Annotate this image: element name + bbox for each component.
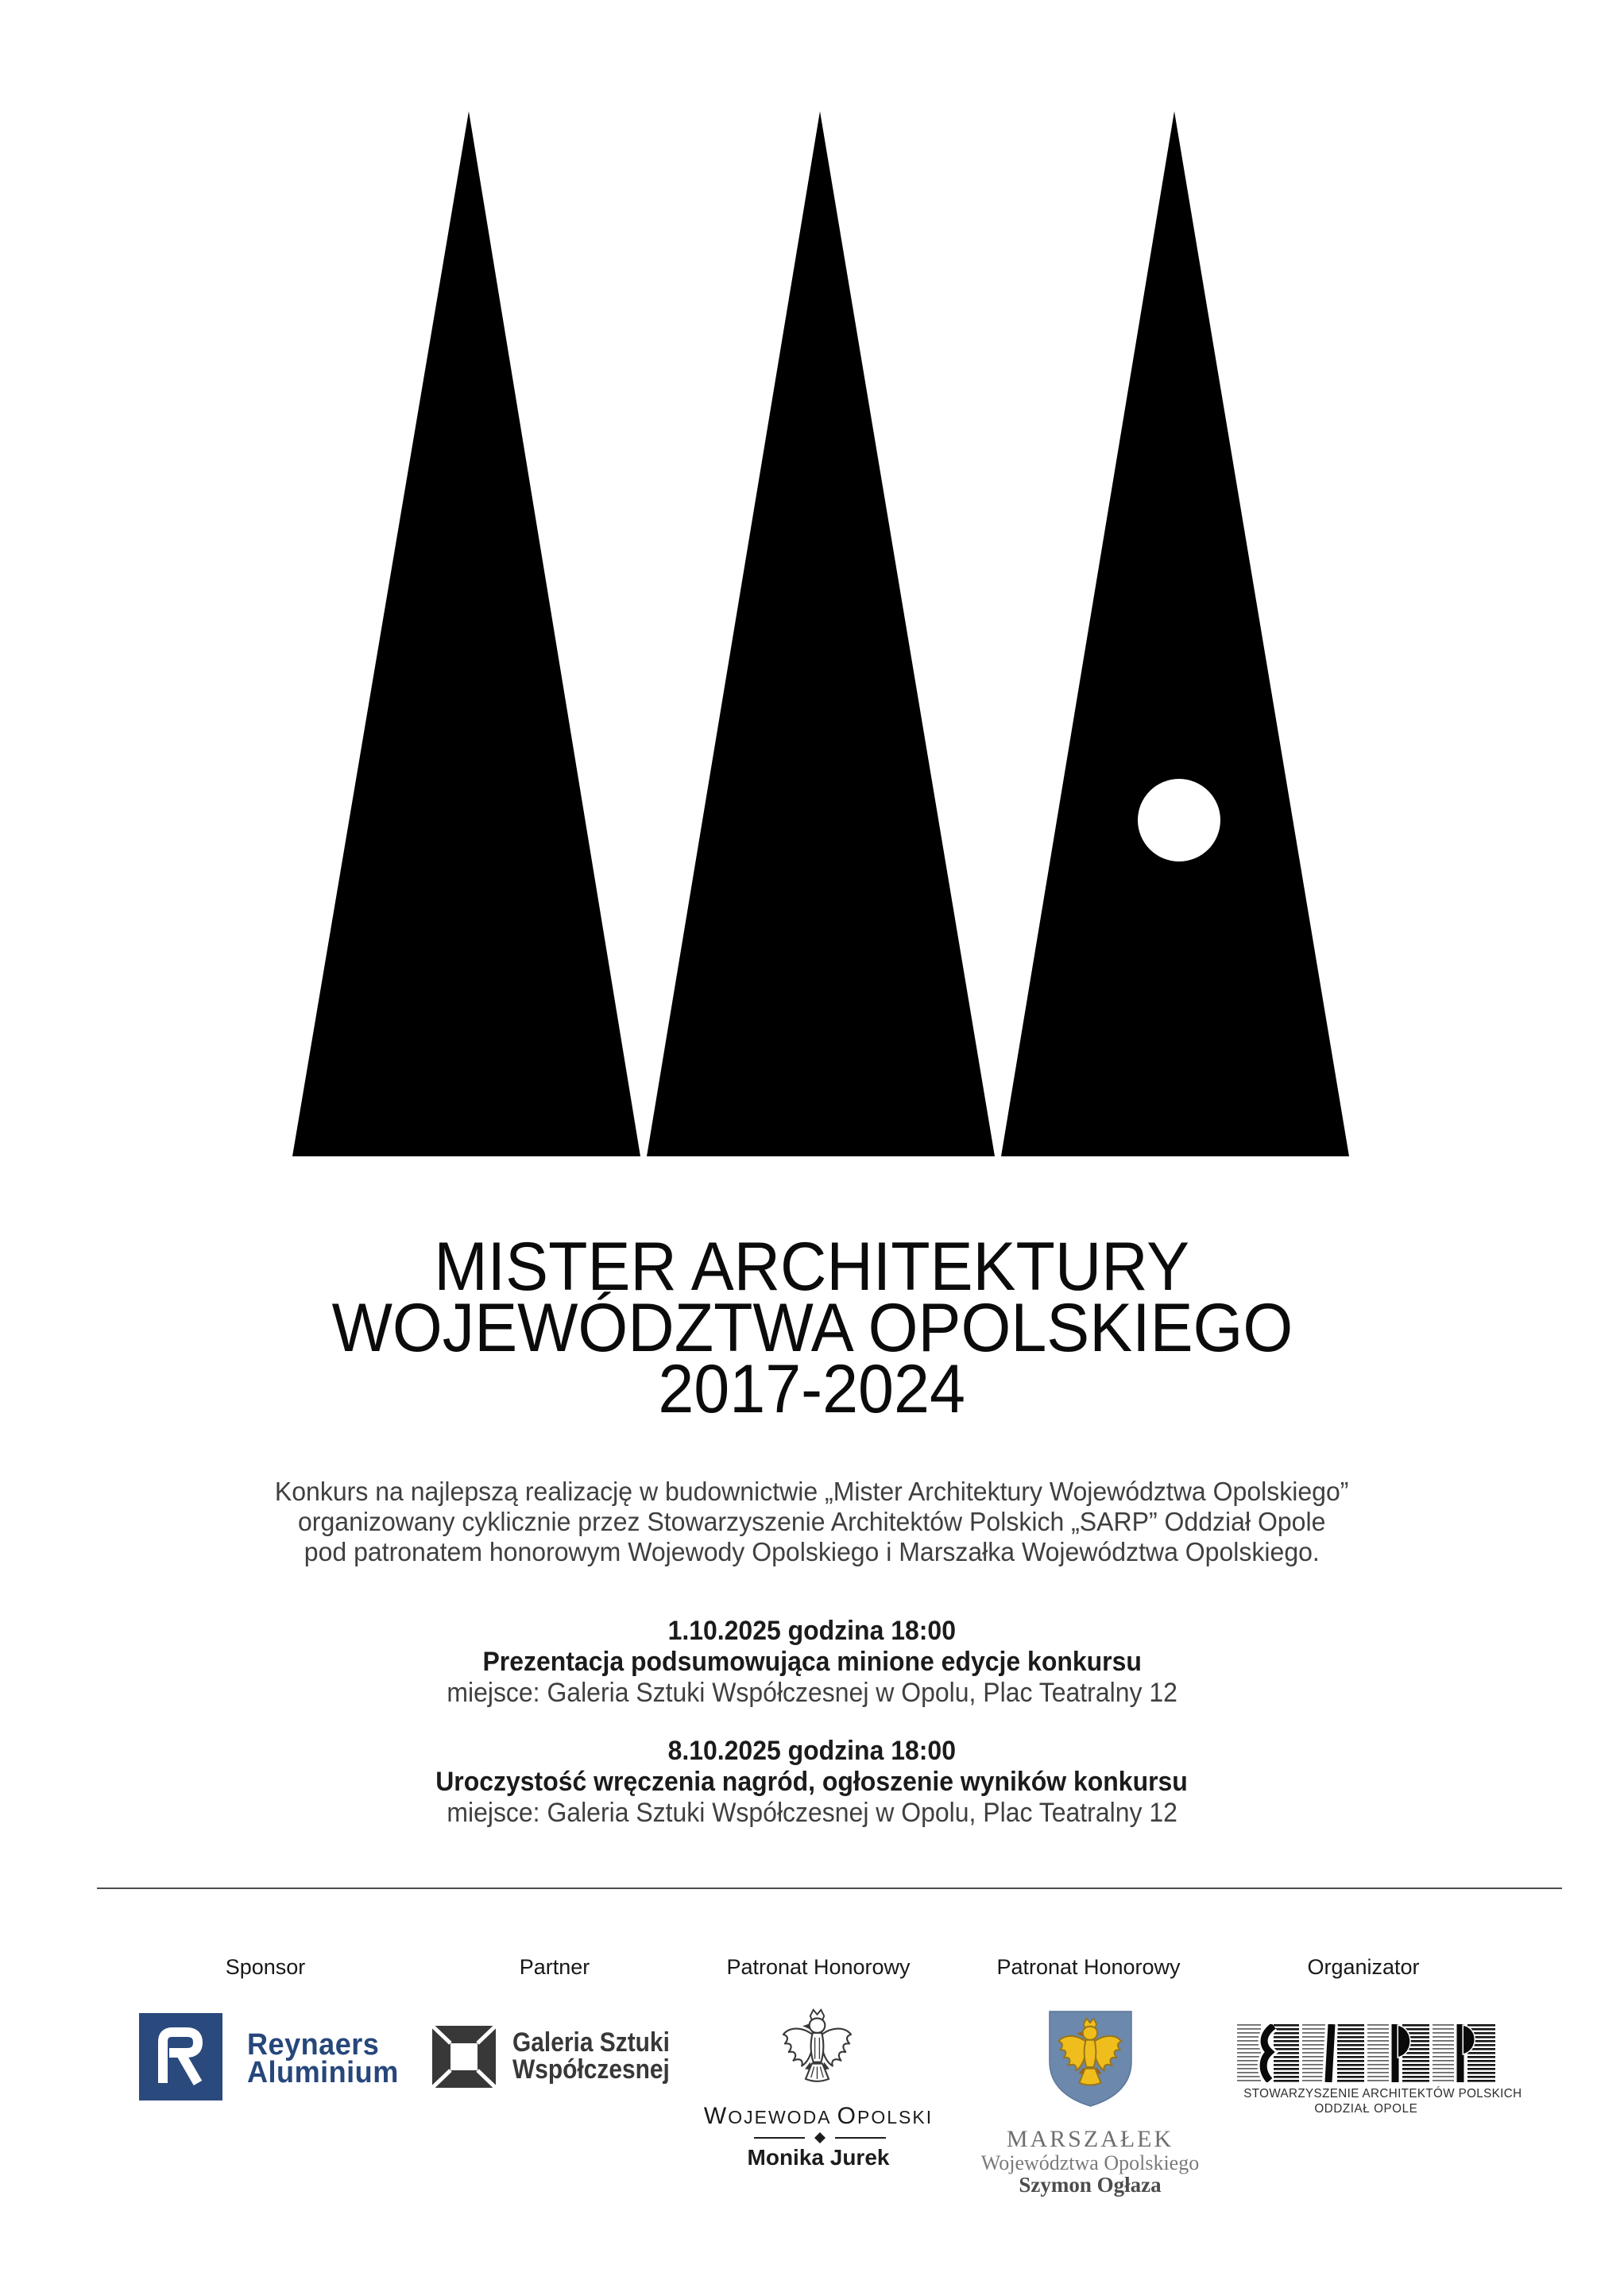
wojewoda-title xyxy=(699,2103,938,2129)
marszalek-subtitle: Województwa Opolskiego xyxy=(980,2151,1200,2174)
title-line-2: WOJEWÓDZTWA OPOLSKIEGO xyxy=(331,1290,1293,1366)
sarp-logo-icon xyxy=(1237,2024,1495,2082)
poster-title xyxy=(0,1229,1624,1427)
title-line-1: MISTER ARCHITEKTURY xyxy=(434,1229,1190,1305)
reynaers-wordmark-line-2: Aluminium xyxy=(247,2056,399,2089)
organizer-org-line-2 xyxy=(1236,2102,1495,2116)
wojewoda-title-part-1: OJEWODA xyxy=(728,2107,837,2128)
diamond-divider-icon xyxy=(754,2131,886,2144)
partner-label: Partner xyxy=(519,1955,590,1979)
galeria-wordmark-line-1: Galeria Sztuki xyxy=(512,2027,670,2058)
event-1-place: miejsce: Galeria Sztuki Współczesnej w Opolu, Plac Teatralny 12 xyxy=(447,1678,1177,1708)
title-line-3: 2017-2024 xyxy=(658,1351,966,1427)
intro-line-1: Konkurs na najlepszą realizację w budownictwie „Mister Architektury Województwa Opolskiego” xyxy=(275,1477,1349,1506)
marszalek-title: MARSZAŁEK xyxy=(1006,2126,1174,2152)
event-1-name: Prezentacja podsumowująca minione edycje konkursu xyxy=(482,1647,1142,1677)
triangle-right-icon xyxy=(1001,111,1349,1156)
event-2-place: miejsce: Galeria Sztuki Współczesnej w Opolu, Plac Teatralny 12 xyxy=(447,1798,1177,1828)
footer-divider xyxy=(97,1888,1562,1889)
circle-cutout-icon xyxy=(1138,779,1220,861)
reynaers-wordmark xyxy=(247,2028,407,2089)
organizer-org-line-1-text: STOWARZYSZENIE ARCHITEKTÓW POLSKICH xyxy=(1243,2087,1522,2100)
event-item-2 xyxy=(0,1736,1624,1829)
event-item-1 xyxy=(0,1616,1624,1709)
wojewoda-person-name: Monika Jurek xyxy=(747,2145,890,2170)
mister-architektury-logo xyxy=(292,111,1349,1156)
triangle-left-icon xyxy=(292,111,640,1156)
event-2-name: Uroczystość wręczenia nagród, ogłoszenie wyników konkursu xyxy=(435,1767,1189,1797)
galeria-wordmark-line-2: Współczesnej xyxy=(512,2054,670,2085)
polish-eagle-icon xyxy=(779,2008,856,2100)
intro-line-3: pod patronatem honorowym Wojewody Opolskiego i Marszałka Województwa Opolskiego. xyxy=(304,1537,1320,1566)
organizer-org-line-1 xyxy=(1236,2087,1522,2101)
patronat-marszalek-label: Patronat Honorowy xyxy=(996,1955,1181,1979)
intro-line-2: organizowany cyklicznie przez Stowarzyszenie Architektów Polskich „SARP” Oddział Opole xyxy=(298,1507,1326,1536)
wojewoda-title-initial-1: W xyxy=(703,2103,729,2129)
wojewoda-title-initial-2: O xyxy=(837,2103,857,2129)
patronat-wojewoda-label: Patronat Honorowy xyxy=(726,1955,911,1979)
reynaers-r-icon xyxy=(139,2013,222,2100)
wojewoda-title-part-2: POLSKI xyxy=(856,2107,934,2128)
event-2-datetime: 8.10.2025 godzina 18:00 xyxy=(667,1736,957,1766)
marszalek-person-name: Szymon Ogłaza xyxy=(1019,2173,1162,2197)
event-1-datetime: 1.10.2025 godzina 18:00 xyxy=(667,1616,957,1646)
sponsor-label: Sponsor xyxy=(225,1955,306,1979)
organizer-org-line-2-text: ODDZIAŁ OPOLE xyxy=(1314,2102,1417,2116)
triangle-middle-icon xyxy=(647,111,995,1156)
galeria-wordmark xyxy=(512,2029,691,2083)
reynaers-wordmark-line-1: Reynaers xyxy=(247,2028,380,2062)
opole-coat-of-arms-icon xyxy=(1047,2009,1134,2108)
intro-paragraph xyxy=(0,1477,1624,1567)
organizer-label: Organizator xyxy=(1307,1955,1420,1979)
events-list xyxy=(0,1616,1624,1829)
gallery-frame-icon xyxy=(431,2025,497,2089)
reynaers-logo-square xyxy=(139,2013,222,2100)
